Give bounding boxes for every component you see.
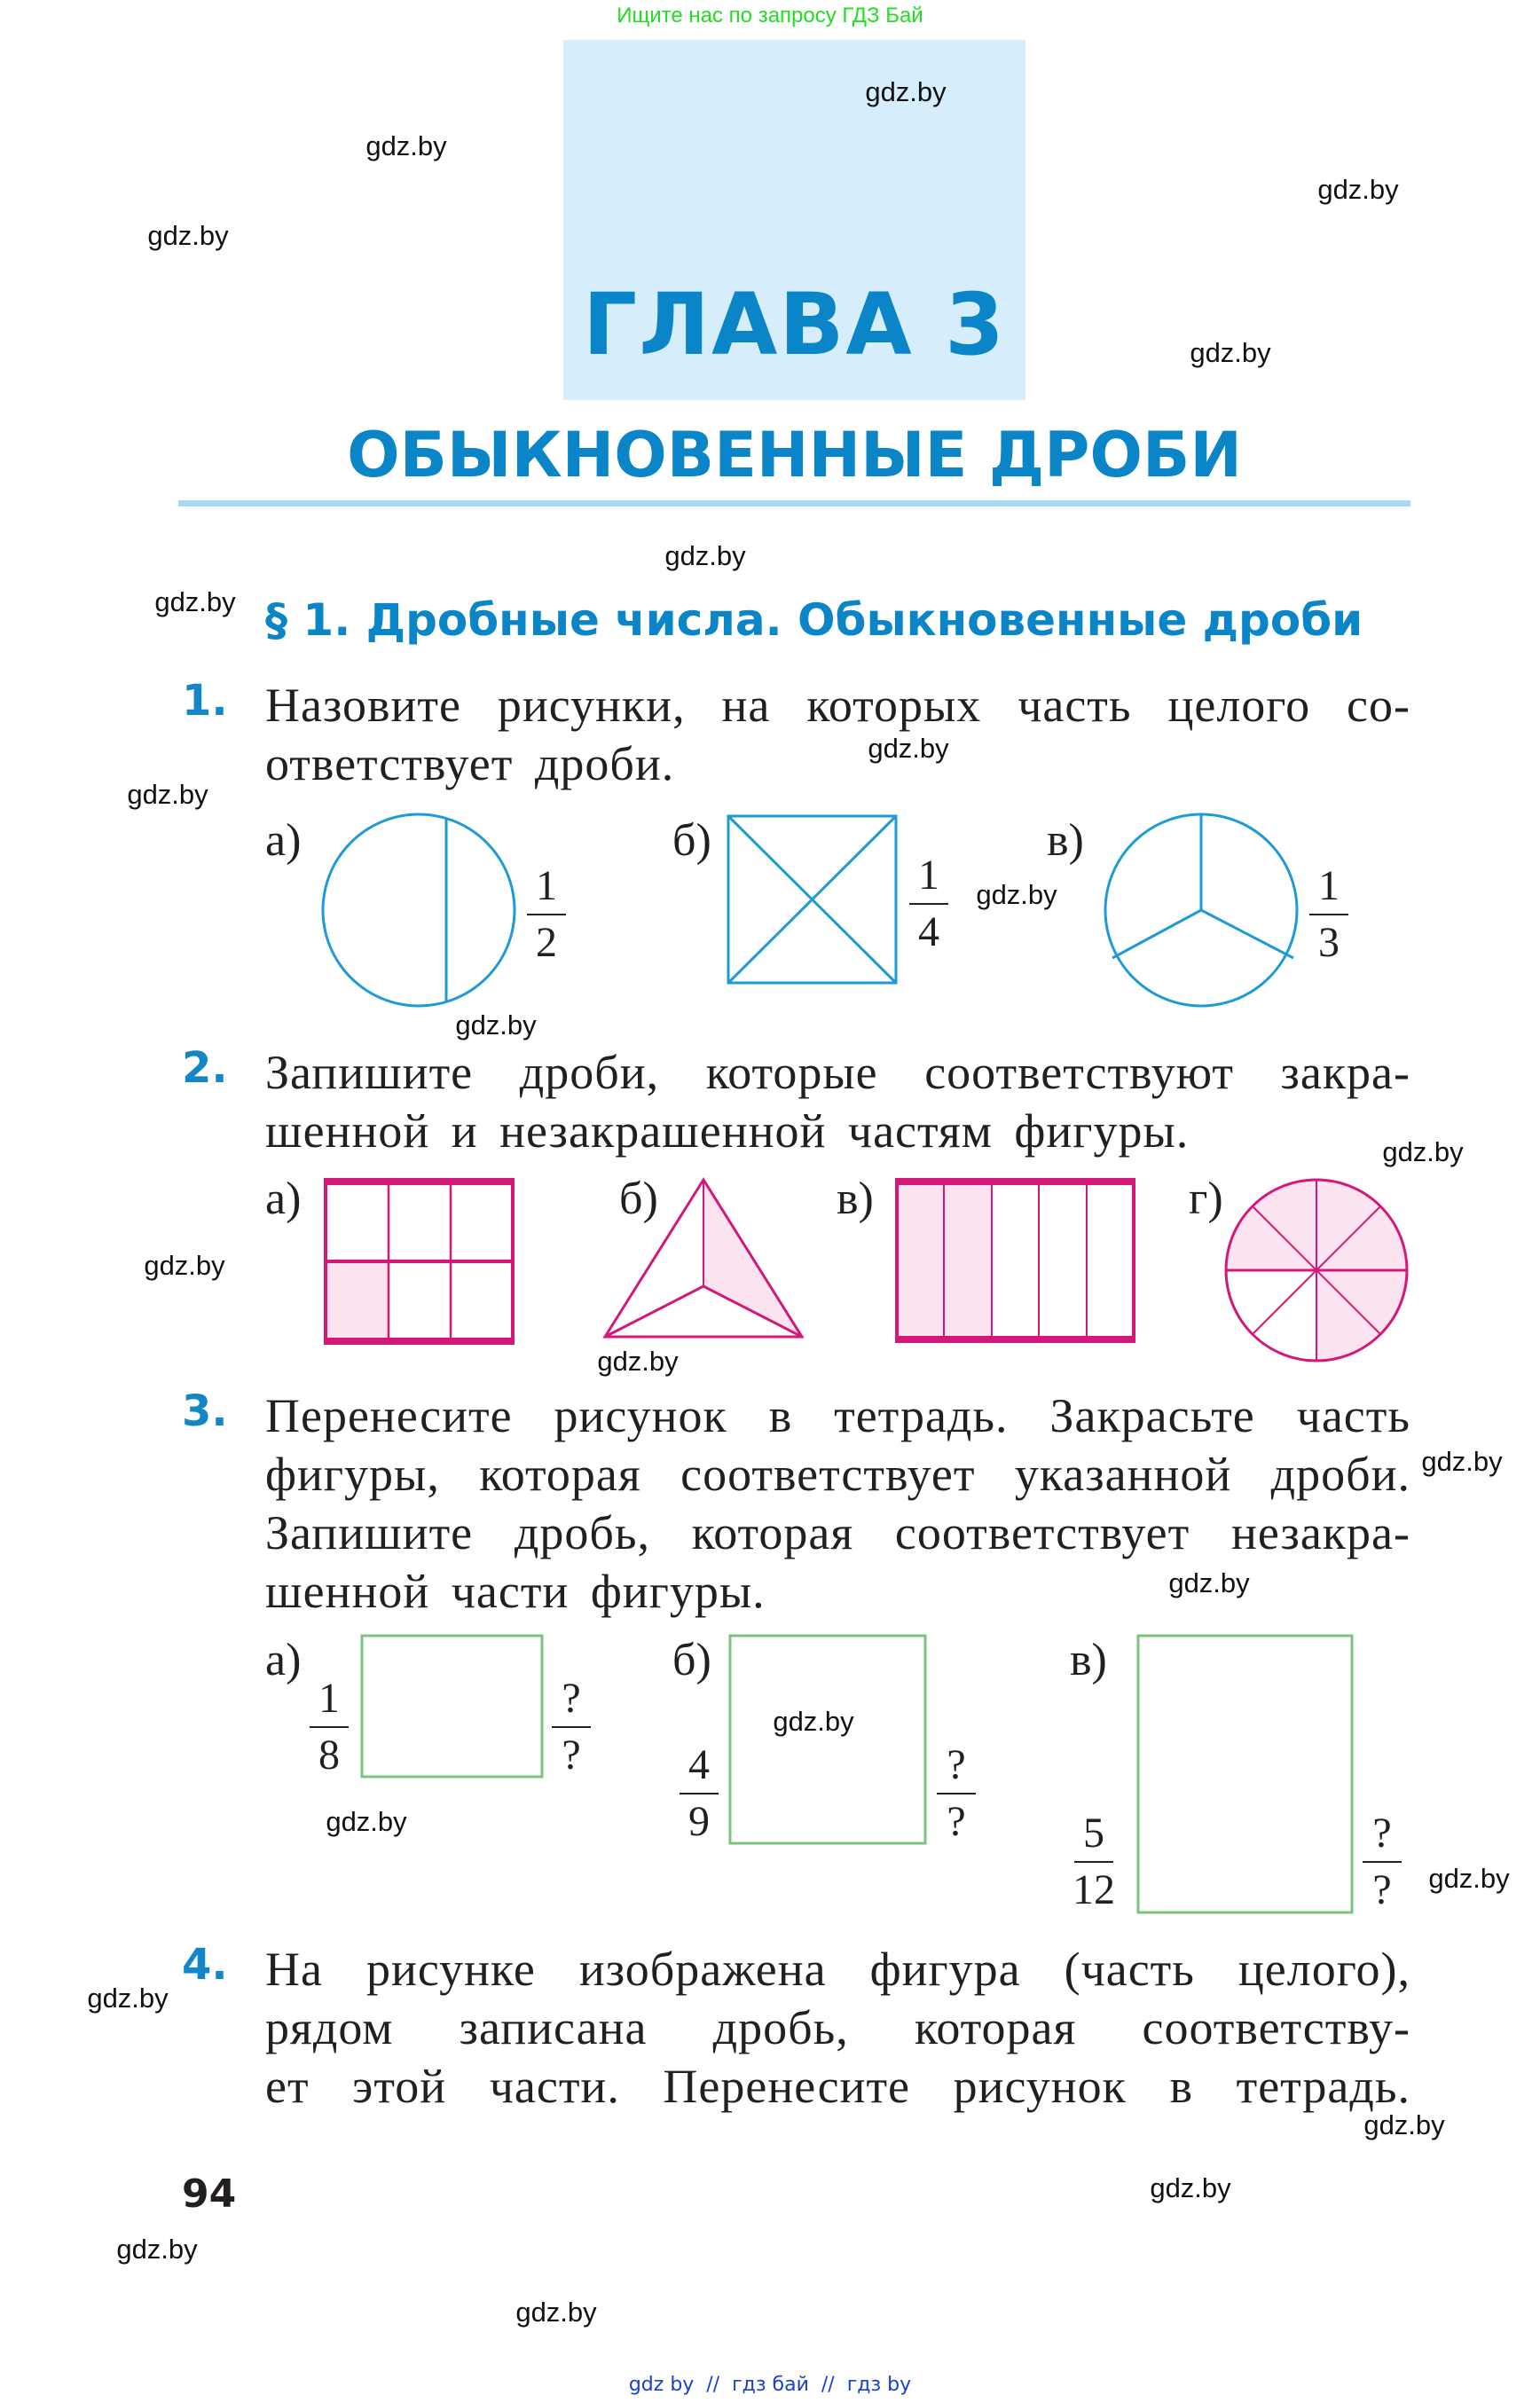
fraction: 1 3 [1302, 862, 1355, 967]
watermark: gdz.by [1382, 1136, 1464, 1167]
figure-label: б) [672, 815, 711, 866]
exercise-3-number: 3. [182, 1386, 228, 1436]
text-line: Назовите рисунки, на которых часть целого со- [265, 679, 1410, 732]
text-line: шенной части фигуры. [265, 1565, 766, 1618]
fraction: 4 9 [672, 1741, 726, 1846]
watermark: gdz.by [455, 1009, 537, 1041]
watermark: gdz.by [144, 1250, 225, 1281]
watermark: gdz.by [1150, 2172, 1231, 2203]
watermark: gdz.by [664, 540, 746, 571]
page-number: 94 [182, 2171, 237, 2217]
text-line: ответствует дроби. [265, 737, 675, 790]
figure-label: б) [619, 1174, 658, 1224]
text-line: шенной и незакрашенной частям фигуры. [265, 1104, 1190, 1158]
text-line: Перенесите рисунок в тетрадь. Закрасьте часть [265, 1389, 1410, 1442]
watermark: gdz.by [87, 1983, 169, 2014]
figure-label: а) [265, 1635, 302, 1685]
text-line: Запишите дроби, которые соответствуют закра- [265, 1046, 1410, 1099]
exercise-4-number: 4. [182, 1940, 228, 1990]
answer-fraction: ? ? [1355, 1810, 1409, 1914]
watermark: gdz.by [865, 76, 947, 107]
watermark: gdz.by [365, 130, 447, 161]
text-line: Запишите дробь, которая соответствует незакра- [265, 1506, 1410, 1559]
watermark: gdz.by [1317, 174, 1399, 205]
watermark: gdz.by [1168, 1567, 1250, 1598]
watermark: gdz.by [868, 733, 949, 764]
figure-label: в) [1047, 815, 1084, 866]
watermark: gdz.by [127, 779, 208, 810]
figure-label: г) [1189, 1174, 1223, 1224]
watermark: gdz.by [147, 220, 229, 251]
fraction: 1 2 [520, 862, 573, 967]
watermark: gdz.by [1190, 337, 1271, 368]
watermark: gdz.by [1421, 1446, 1503, 1477]
watermark: gdz.by [773, 1706, 854, 1737]
answer-fraction: ? ? [545, 1675, 598, 1779]
fraction: 5 12 [1072, 1810, 1115, 1913]
fraction: 1 4 [902, 852, 955, 956]
search-hint-banner: Ищите нас по запросу ГДЗ Бай [617, 4, 923, 27]
watermark: gdz.by [326, 1806, 407, 1837]
watermark: gdz.by [976, 879, 1057, 910]
text-line: фигуры, которая соответствует указанной дроби. [265, 1448, 1410, 1501]
text-line: На рисунке изображена фигура (часть целого), [265, 1943, 1410, 1996]
watermark: gdz.by [515, 2297, 597, 2328]
chapter-label: ГЛАВА 3 [583, 275, 1006, 374]
figure-label: б) [672, 1635, 711, 1685]
exercise-2-number: 2. [182, 1043, 228, 1093]
figure-label: в) [1070, 1635, 1107, 1685]
exercise-4-text [265, 1940, 1410, 2116]
watermark: gdz.by [154, 586, 236, 617]
section-title: § 1. Дробные числа. Обыкновенные дроби [265, 594, 1363, 646]
figure-label: а) [265, 1174, 302, 1224]
watermark: gdz.by [116, 2234, 198, 2265]
watermark: gdz.by [597, 1346, 679, 1377]
fraction: 1 8 [302, 1675, 356, 1779]
figure-label: а) [265, 815, 302, 866]
text-line: рядом записана дробь, которая соответству- [265, 2001, 1410, 2054]
exercise-1-number: 1. [182, 676, 228, 726]
chapter-title: ОБЫКНОВЕННЫЕ ДРОБИ [347, 419, 1242, 491]
watermark: gdz.by [1428, 1863, 1510, 1894]
watermark: gdz.by [1363, 2109, 1445, 2140]
footer-links: gdz by // гдз бай // гдз by [628, 2374, 912, 2396]
text-line: ет этой части. Перенесите рисунок в тетрадь. [265, 2060, 1410, 2113]
figure-label: в) [837, 1174, 874, 1224]
answer-fraction: ? ? [930, 1741, 983, 1846]
